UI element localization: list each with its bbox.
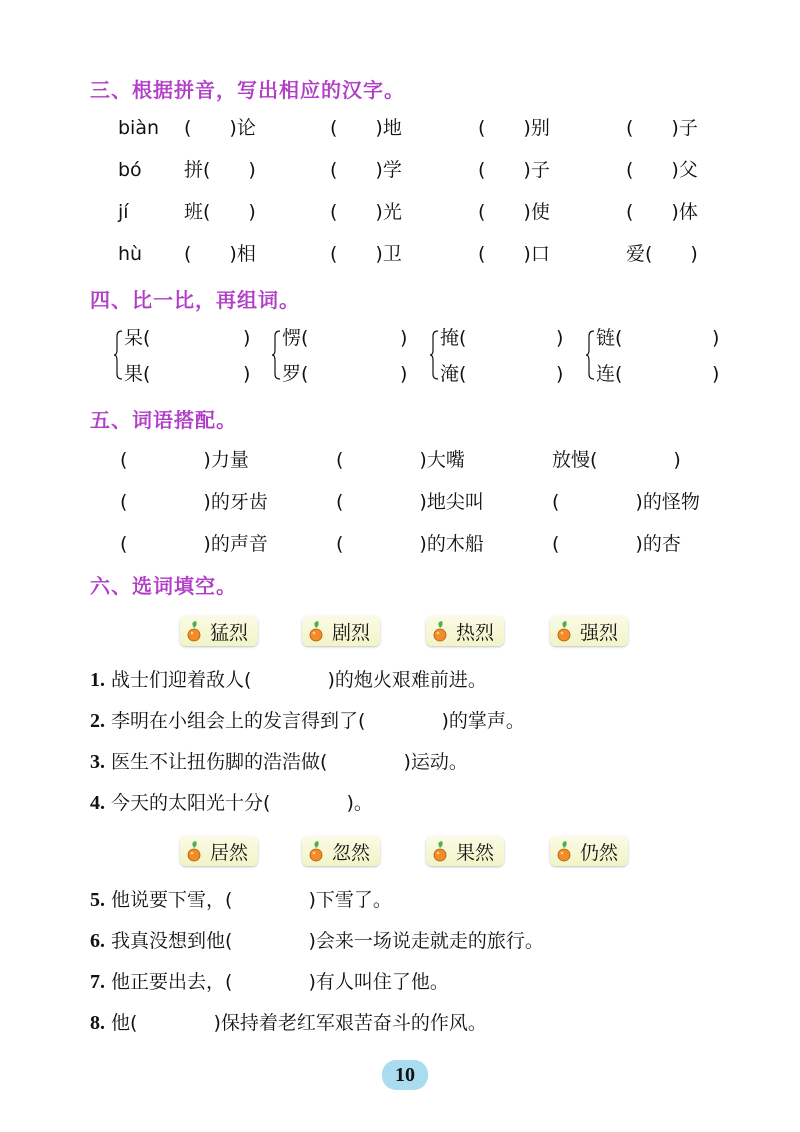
- word-chip-label: 居然: [210, 841, 249, 864]
- brace-icon: [272, 330, 280, 380]
- question-text[interactable]: 战士们迎着敌人( )的炮火艰难前进。: [105, 669, 487, 691]
- compare-bottom: 果(: [124, 363, 151, 385]
- fill-question: [90, 705, 525, 737]
- section-6-title: 六、选词填空。: [90, 574, 237, 598]
- word-chip-label: 仍然: [580, 841, 619, 864]
- pinyin-row: [0, 154, 800, 186]
- question-text[interactable]: 他( )保持着老红军艰苦奋斗的作风。: [105, 1012, 487, 1034]
- pinyin-label: biàn: [118, 117, 160, 139]
- question-number: 7.: [90, 971, 105, 993]
- blank-cell[interactable]: ( )地: [330, 117, 402, 139]
- question-text[interactable]: 李明在小组会上的发言得到了( )的掌声。: [105, 710, 525, 732]
- match-row: [0, 444, 800, 476]
- blank-cell[interactable]: ( )卫: [330, 243, 402, 265]
- compare-top: 呆(: [124, 327, 151, 349]
- compare-top: 愣(: [282, 327, 309, 349]
- compare-close[interactable]: ): [400, 363, 408, 385]
- fruit-icon: [432, 840, 452, 862]
- compare-close[interactable]: ): [712, 327, 720, 349]
- word-chip-label: 剧烈: [332, 621, 371, 644]
- pinyin-row: [0, 112, 800, 144]
- fill-question: [90, 966, 449, 998]
- section-4-title: 四、比一比，再组词。: [90, 288, 300, 312]
- word-chip[interactable]: [550, 836, 628, 866]
- word-chip[interactable]: [550, 616, 628, 646]
- compare-bottom: 淹(: [440, 363, 467, 385]
- compare-bottom: 罗(: [282, 363, 309, 385]
- blank-cell[interactable]: ( )口: [478, 243, 550, 265]
- question-text[interactable]: 他正要出去，( )有人叫住了他。: [105, 971, 449, 993]
- match-row: [0, 486, 800, 518]
- word-chip[interactable]: [180, 836, 258, 866]
- word-chip[interactable]: [180, 616, 258, 646]
- fill-question: [90, 925, 544, 957]
- word-chip[interactable]: [426, 616, 504, 646]
- match-cell[interactable]: ( )地尖叫: [336, 491, 484, 513]
- blank-cell[interactable]: ( )子: [478, 159, 550, 181]
- fruit-icon: [432, 620, 452, 642]
- word-chip[interactable]: [302, 836, 380, 866]
- question-number: 3.: [90, 751, 105, 773]
- compare-close[interactable]: ): [243, 363, 251, 385]
- fill-question: [90, 664, 487, 696]
- page-number: 10: [395, 1063, 415, 1086]
- word-chip-label: 猛烈: [210, 621, 249, 644]
- fruit-icon: [556, 620, 576, 642]
- question-number: 6.: [90, 930, 105, 952]
- word-chip-label: 忽然: [332, 841, 371, 864]
- pinyin-label: hù: [118, 243, 143, 265]
- compare-close[interactable]: ): [712, 363, 720, 385]
- fruit-icon: [186, 620, 206, 642]
- blank-cell[interactable]: ( )光: [330, 201, 402, 223]
- blank-cell[interactable]: ( )子: [626, 117, 698, 139]
- blank-cell[interactable]: ( )体: [626, 201, 698, 223]
- fill-question: [90, 746, 468, 778]
- fruit-icon: [308, 620, 328, 642]
- question-number: 1.: [90, 669, 105, 691]
- match-cell[interactable]: ( )的声音: [120, 533, 268, 555]
- match-cell[interactable]: 放慢( ): [552, 449, 681, 471]
- match-cell[interactable]: ( )大嘴: [336, 449, 465, 471]
- brace-icon: [586, 330, 594, 380]
- question-number: 4.: [90, 792, 105, 814]
- section-5-title: 五、词语搭配。: [90, 408, 237, 432]
- blank-cell[interactable]: ( )别: [478, 117, 550, 139]
- match-cell[interactable]: ( )力量: [120, 449, 249, 471]
- brace-icon: [114, 330, 122, 380]
- brace-icon: [430, 330, 438, 380]
- fill-question: [90, 1007, 487, 1039]
- compare-close[interactable]: ): [556, 363, 564, 385]
- match-cell[interactable]: ( )的杏: [552, 533, 681, 555]
- pinyin-row: [0, 196, 800, 228]
- compare-top: 链(: [596, 327, 623, 349]
- question-text[interactable]: 今天的太阳光十分( )。: [105, 792, 373, 814]
- question-number: 8.: [90, 1012, 105, 1034]
- question-text[interactable]: 他说要下雪，( )下雪了。: [105, 889, 392, 911]
- question-text[interactable]: 我真没想到他( )会来一场说走就走的旅行。: [105, 930, 544, 952]
- section-3-title: 三、根据拼音，写出相应的汉字。: [90, 78, 405, 102]
- fruit-icon: [186, 840, 206, 862]
- word-chip-label: 强烈: [580, 621, 619, 644]
- blank-cell[interactable]: 班( ): [184, 201, 256, 223]
- blank-cell[interactable]: ( )论: [184, 117, 256, 139]
- fill-question: [90, 787, 373, 819]
- blank-cell[interactable]: 拼( ): [184, 159, 256, 181]
- word-chip-label: 热烈: [456, 621, 495, 644]
- page-number-badge: [382, 1060, 428, 1090]
- match-row: [0, 528, 800, 560]
- blank-cell[interactable]: ( )父: [626, 159, 698, 181]
- word-chip[interactable]: [302, 616, 380, 646]
- question-number: 5.: [90, 889, 105, 911]
- question-number: 2.: [90, 710, 105, 732]
- blank-cell[interactable]: ( )学: [330, 159, 402, 181]
- compare-close[interactable]: ): [400, 327, 408, 349]
- word-chip-label: 果然: [456, 841, 495, 864]
- question-text[interactable]: 医生不让扭伤脚的浩浩做( )运动。: [105, 751, 468, 773]
- fill-question: [90, 884, 392, 916]
- match-cell[interactable]: ( )的牙齿: [120, 491, 268, 513]
- word-chip[interactable]: [426, 836, 504, 866]
- fruit-icon: [556, 840, 576, 862]
- compare-close[interactable]: ): [556, 327, 564, 349]
- match-cell[interactable]: ( )的木船: [336, 533, 484, 555]
- fruit-icon: [308, 840, 328, 862]
- match-cell[interactable]: ( )的怪物: [552, 491, 700, 513]
- blank-cell[interactable]: ( )使: [478, 201, 550, 223]
- blank-cell[interactable]: 爱( ): [626, 243, 698, 265]
- compare-close[interactable]: ): [243, 327, 251, 349]
- pinyin-label: jí: [118, 201, 129, 223]
- pinyin-row: [0, 238, 800, 270]
- compare-top: 掩(: [440, 327, 467, 349]
- pinyin-label: bó: [118, 159, 142, 181]
- blank-cell[interactable]: ( )相: [184, 243, 256, 265]
- compare-bottom: 连(: [596, 363, 623, 385]
